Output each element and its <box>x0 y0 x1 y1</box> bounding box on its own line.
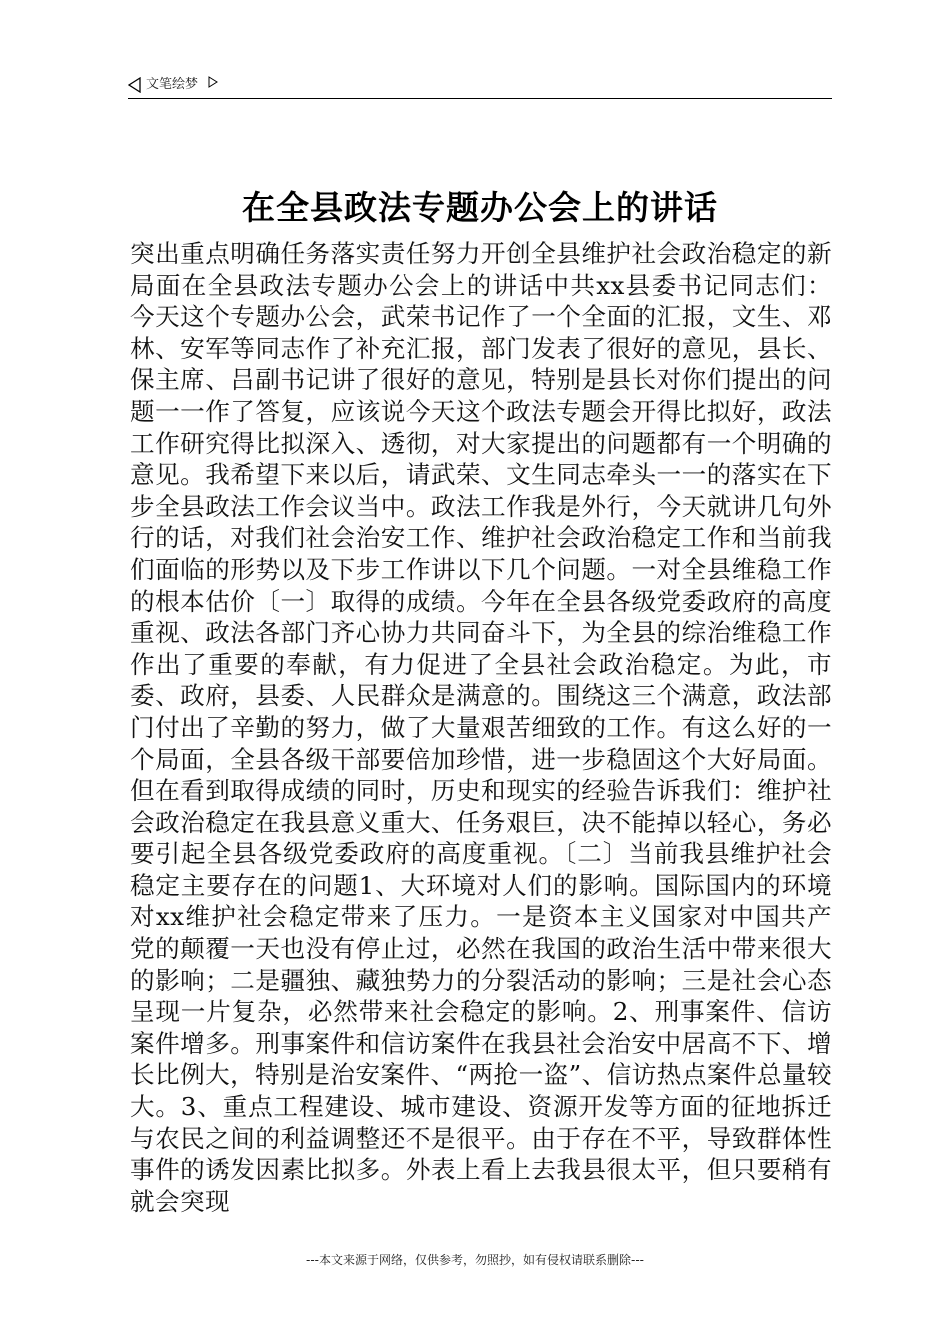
left-triangle-icon <box>128 77 142 93</box>
right-triangle-icon <box>208 76 218 88</box>
footer-note: ---本文来源于网络，仅供参考，勿照抄，如有侵权请联系删除--- <box>306 1253 644 1267</box>
document-body: 突出重点明确任务落实责任努力开创全县维护社会政治稳定的新局面在全县政法专题办公会上的讲话中共xx县委书记同志们：今天这个专题办公会，武荣书记作了一个全面的汇报，文生、邓林、安军等同志作了补充汇报，部门发表了很好的意见，县长、保主席、吕副书记讲了很好的意见，特别是县长对你们提出的问题一一作了答复，应该说今天这个政法专题会开得比拟好，政法工作研究得比拟深入、透彻，对大家提出的问题都有一个明确的意见。我希望下来以后，请武荣、文生同志牵头一一的落实在下步全县政法工作会议当中。政法工作我是外行，今天就讲几句外行的话，对我们社会治安工作、维护社会政治稳定工作和当前我们面临的形势以及下步工作讲以下几个问题。一对全县维稳工作的根本估价〔一〕取得的成绩。今年在全县各级党委政府的高度重视、政法各部门齐心协力共同奋斗下，为全县的综治维稳工作作出了重要的奉献，有力促进了全县社会政治稳定。为此，市委、政府，县委、人民群众是满意的。围绕这三个满意，政法部门付出了辛勤的努力，做了大量艰苦细致的工作。有这么好的一个局面，全县各级干部要倍加珍惜，进一步稳固这个大好局面。但在看到取得成绩的同时，历史和现实的经验告诉我们：维护社会政治稳定在我县意义重大、任务艰巨，决不能掉以轻心，务必要引起全县各级党委政府的高度重视。〔二〕当前我县维护社会稳定主要存在的问题1、大环境对人们的影响。国际国内的环境对xx维护社会稳定带来了压力。一是资本主义国家对中国共产党的颠覆一天也没有停止过，必然在我国的政治生活中带来很大的影响；二是疆独、藏独势力的分裂活动的影响；三是社会心态呈现一片复杂，必然带来社会稳定的影响。2、刑事案件、信访案件增多。刑事案件和信访案件在我县社会治安中居高不下、增长比例大，特别是治安案件、“两抢一盗”、信访热点案件总量较大。3、重点工程建设、城市建设、资源开发等方面的征地拆迁与农民之间的利益调整还不是很平。由于存在不平，导致群体性事件的诱发因素比拟多。外表上看上去我县很太平，但只要稍有就会突现 <box>130 239 832 1216</box>
header-brand-group <box>128 76 218 94</box>
page-header <box>128 74 832 99</box>
document-title: 在全县政法专题办公会上的讲话 <box>242 188 718 227</box>
header-brand: 文笔绘梦 <box>146 77 199 92</box>
